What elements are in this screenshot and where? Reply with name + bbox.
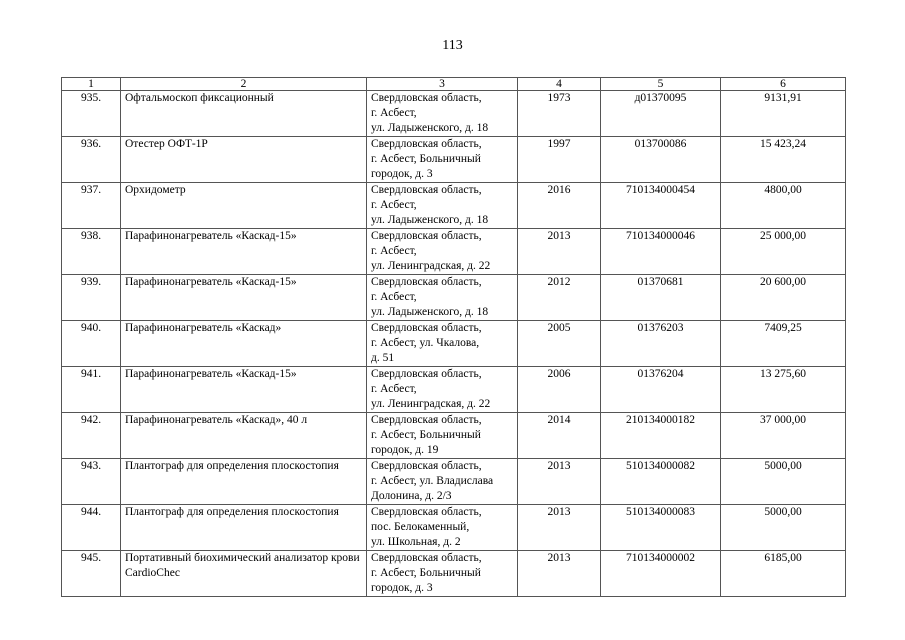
- address-line: городок, д. 19: [371, 444, 439, 456]
- table-row: [62, 91, 846, 137]
- item-year: 2013: [518, 229, 601, 275]
- column-header: 3: [367, 78, 518, 91]
- item-year: 2014: [518, 413, 601, 459]
- item-address: [367, 91, 518, 137]
- item-address: [367, 183, 518, 229]
- address-line: г. Асбест, ул. Чкалова,: [371, 337, 480, 349]
- table-row: [62, 367, 846, 413]
- address-line: Свердловская область,: [371, 552, 482, 564]
- item-name: Парафинонагреватель «Каскад-15»: [121, 275, 367, 321]
- item-year: 2016: [518, 183, 601, 229]
- item-value: 37 000,00: [721, 413, 846, 459]
- item-year: 2013: [518, 459, 601, 505]
- item-address: [367, 459, 518, 505]
- table-row: [62, 551, 846, 597]
- address-line: г. Асбест,: [371, 199, 417, 211]
- table-header-row: [62, 78, 846, 91]
- column-header: 1: [62, 78, 121, 91]
- item-value: 6185,00: [721, 551, 846, 597]
- item-year: 1973: [518, 91, 601, 137]
- item-year: 2005: [518, 321, 601, 367]
- table-row: [62, 413, 846, 459]
- address-line: Свердловская область,: [371, 506, 482, 518]
- address-line: Свердловская область,: [371, 138, 482, 150]
- page-number: 113: [442, 38, 463, 53]
- item-name: Парафинонагреватель «Каскад-15»: [121, 229, 367, 275]
- item-year: 2006: [518, 367, 601, 413]
- address-line: ул. Ладыженского, д. 18: [371, 306, 489, 318]
- row-number: 940.: [62, 321, 121, 367]
- row-number: 942.: [62, 413, 121, 459]
- row-number: 937.: [62, 183, 121, 229]
- item-address: [367, 321, 518, 367]
- item-value: 25 000,00: [721, 229, 846, 275]
- item-name: Отестер ОФТ-1Р: [121, 137, 367, 183]
- item-year: 2013: [518, 505, 601, 551]
- item-name: Плантограф для определения плоскостопия: [121, 505, 367, 551]
- address-line: Свердловская область,: [371, 368, 482, 380]
- address-line: Свердловская область,: [371, 230, 482, 242]
- inventory-number: 01376203: [601, 321, 721, 367]
- table-row: [62, 275, 846, 321]
- address-line: городок, д. 3: [371, 168, 433, 180]
- address-line: Свердловская область,: [371, 414, 482, 426]
- item-value: 7409,25: [721, 321, 846, 367]
- item-name: Орхидометр: [121, 183, 367, 229]
- address-line: ул. Ладыженского, д. 18: [371, 214, 489, 226]
- address-line: Свердловская область,: [371, 92, 482, 104]
- address-line: г. Асбест,: [371, 107, 417, 119]
- address-line: ул. Ладыженского, д. 18: [371, 122, 489, 134]
- address-line: г. Асбест,: [371, 383, 417, 395]
- item-value: 13 275,60: [721, 367, 846, 413]
- address-line: Свердловская область,: [371, 322, 482, 334]
- table-row: [62, 459, 846, 505]
- address-line: ул. Ленинградская, д. 22: [371, 260, 491, 272]
- item-name: Плантограф для определения плоскостопия: [121, 459, 367, 505]
- table-row: [62, 137, 846, 183]
- item-value: 9131,91: [721, 91, 846, 137]
- item-year: 2013: [518, 551, 601, 597]
- item-year: 2012: [518, 275, 601, 321]
- item-value: 5000,00: [721, 459, 846, 505]
- address-line: Свердловская область,: [371, 184, 482, 196]
- item-address: [367, 413, 518, 459]
- row-number: 941.: [62, 367, 121, 413]
- row-number: 943.: [62, 459, 121, 505]
- address-line: Долонина, д. 2/3: [371, 490, 452, 502]
- address-line: ул. Ленинградская, д. 22: [371, 398, 491, 410]
- row-number: 936.: [62, 137, 121, 183]
- item-address: [367, 505, 518, 551]
- address-line: г. Асбест, Больничный: [371, 429, 481, 441]
- inventory-number: 710134000454: [601, 183, 721, 229]
- table-row: [62, 183, 846, 229]
- item-address: [367, 551, 518, 597]
- address-line: г. Асбест, ул. Владислава: [371, 475, 494, 487]
- item-value: 4800,00: [721, 183, 846, 229]
- table-row: [62, 321, 846, 367]
- inventory-number: 710134000002: [601, 551, 721, 597]
- item-name: Офтальмоскоп фиксационный: [121, 91, 367, 137]
- inventory-number: 01376204: [601, 367, 721, 413]
- row-number: 944.: [62, 505, 121, 551]
- address-line: г. Асбест, Больничный: [371, 567, 481, 579]
- row-number: 938.: [62, 229, 121, 275]
- item-address: [367, 367, 518, 413]
- item-address: [367, 229, 518, 275]
- item-value: 20 600,00: [721, 275, 846, 321]
- table-row: [62, 505, 846, 551]
- item-name: Портативный биохимический анализатор крови CardioChec: [121, 551, 367, 597]
- address-line: д. 51: [371, 352, 395, 364]
- table-row: [62, 229, 846, 275]
- column-header: 6: [721, 78, 846, 91]
- inventory-number: 210134000182: [601, 413, 721, 459]
- address-line: ул. Школьная, д. 2: [371, 536, 461, 548]
- address-line: Свердловская область,: [371, 460, 482, 472]
- item-address: [367, 275, 518, 321]
- item-year: 1997: [518, 137, 601, 183]
- inventory-number: 510134000082: [601, 459, 721, 505]
- inventory-number: 510134000083: [601, 505, 721, 551]
- row-number: 935.: [62, 91, 121, 137]
- column-header: 4: [518, 78, 601, 91]
- row-number: 939.: [62, 275, 121, 321]
- inventory-table: [61, 77, 846, 597]
- row-number: 945.: [62, 551, 121, 597]
- column-header: 2: [121, 78, 367, 91]
- inventory-number: д01370095: [601, 91, 721, 137]
- column-header: 5: [601, 78, 721, 91]
- item-address: [367, 137, 518, 183]
- item-name: Парафинонагреватель «Каскад»: [121, 321, 367, 367]
- inventory-number: 710134000046: [601, 229, 721, 275]
- inventory-number: 013700086: [601, 137, 721, 183]
- address-line: г. Асбест,: [371, 291, 417, 303]
- item-name: Парафинонагреватель «Каскад-15»: [121, 367, 367, 413]
- address-line: городок, д. 3: [371, 582, 433, 594]
- inventory-number: 01370681: [601, 275, 721, 321]
- item-value: 5000,00: [721, 505, 846, 551]
- address-line: г. Асбест,: [371, 245, 417, 257]
- item-name: Парафинонагреватель «Каскад», 40 л: [121, 413, 367, 459]
- item-value: 15 423,24: [721, 137, 846, 183]
- address-line: пос. Белокаменный,: [371, 521, 470, 533]
- address-line: Свердловская область,: [371, 276, 482, 288]
- address-line: г. Асбест, Больничный: [371, 153, 481, 165]
